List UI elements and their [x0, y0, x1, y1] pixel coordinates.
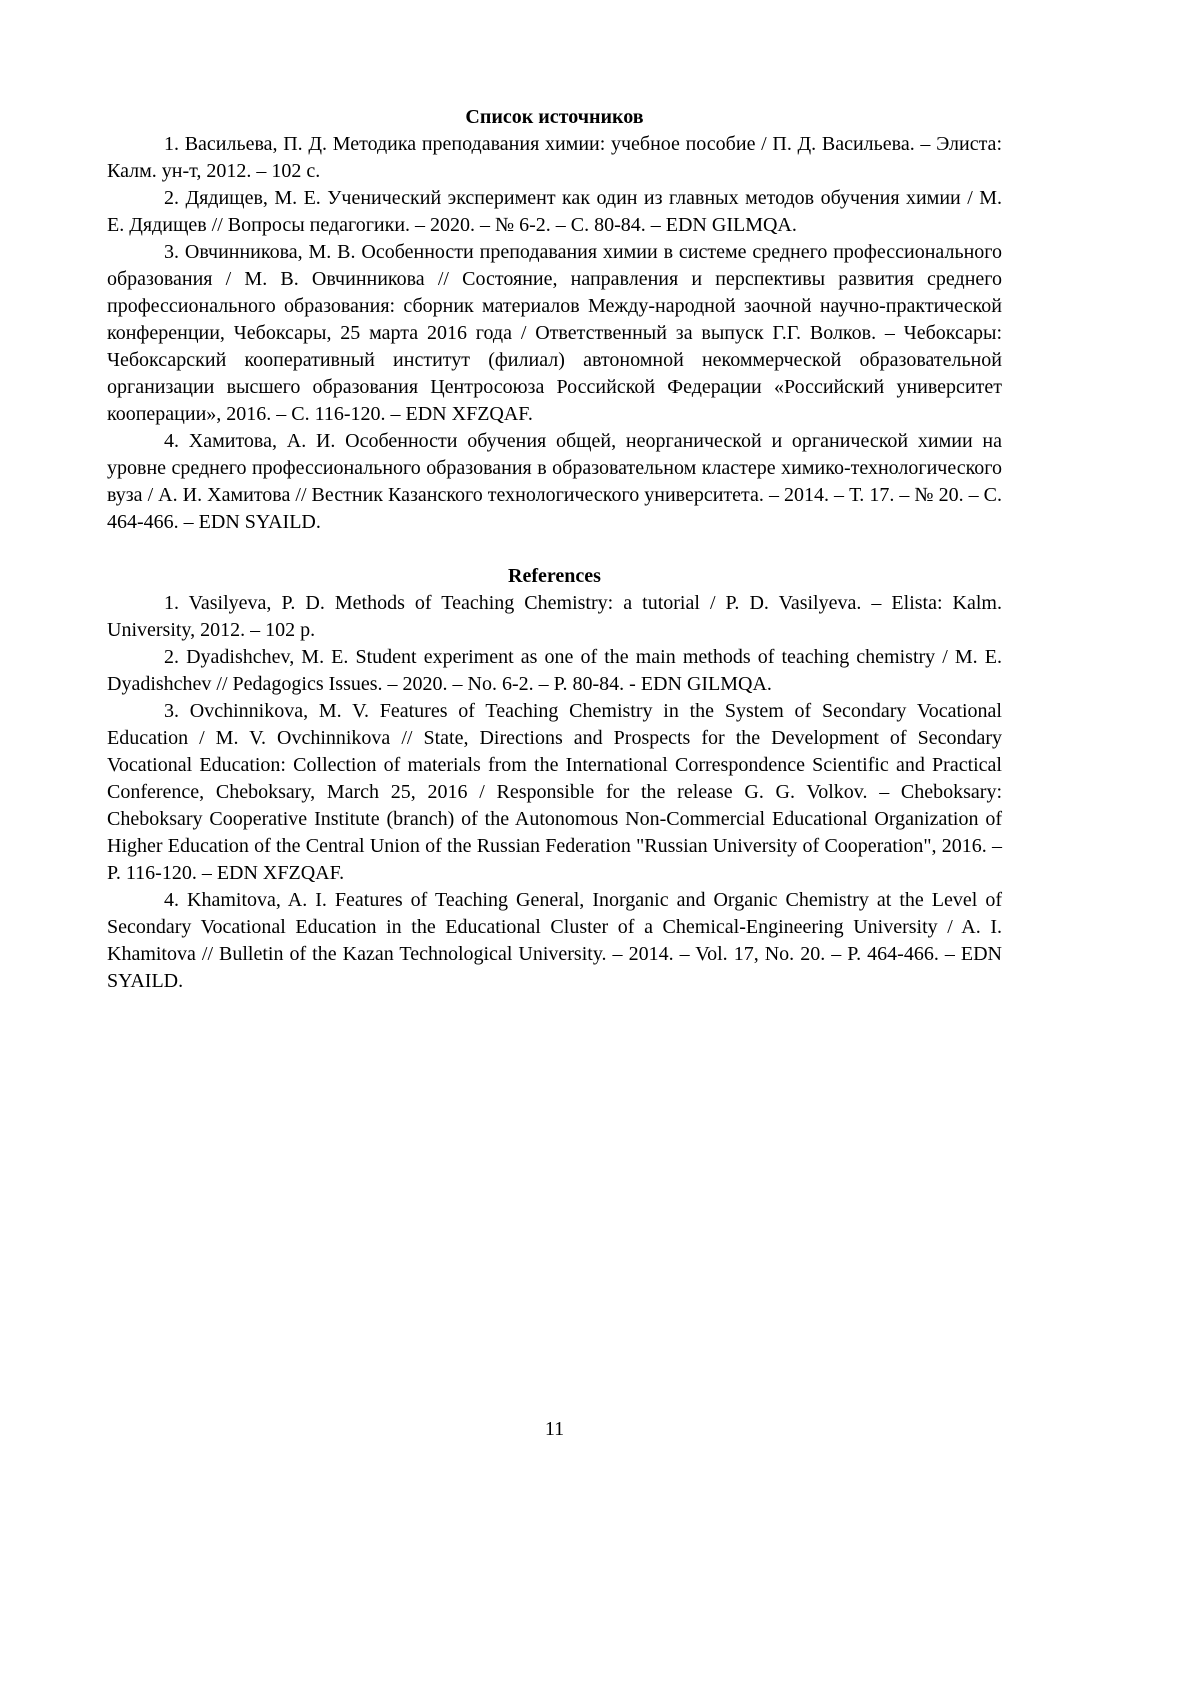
- english-references-heading: References: [508, 565, 601, 587]
- reference-item-en-2: 2. Dyadishchev, M. E. Student experiment as one of the main methods of teaching chemistry / M. E. Dyadishchev // Pedagogics Issues. – 2020. – No. 6-2. – P. 80-84. - EDN GILMQA.: [107, 646, 1002, 695]
- page-number: 11: [544, 1418, 565, 1440]
- reference-item-ru-1: 1. Васильева, П. Д. Методика преподавания химии: учебное пособие / П. Д. Васильева. – Элиста: Калм. ун-т, 2012. – 102 с.: [107, 133, 1002, 182]
- section-russian-sources: [107, 104, 1002, 536]
- reference-item-en-1: 1. Vasilyeva, P. D. Methods of Teaching Chemistry: a tutorial / P. D. Vasilyeva. – Elista: Kalm. University, 2012. – 102 p.: [107, 592, 1002, 641]
- russian-sources-heading: Список источников: [465, 106, 644, 128]
- reference-item-ru-3: 3. Овчинникова, М. В. Особенности преподавания химии в системе среднего профессионального образования / М. В. Овчинникова // Состояние, направления и перспективы развития среднего профессионального образования: сборник материалов Между-народной заочной научно-практической конференции, Чебоксары, 25 марта 2016 года / Ответственный за выпуск Г.Г. Волков. – Чебоксары: Чебоксарский кооперативный институт (филиал) автономной некоммерческой образовательной организации высшего образования Центросоюза Российской Федерации «Российский университет кооперации», 2016. – С. 116-120. – EDN XFZQAF.: [107, 241, 1002, 425]
- reference-item-ru-2: 2. Дядищев, М. Е. Ученический эксперимент как один из главных методов обучения химии / М. Е. Дядищев // Вопросы педагогики. – 2020. – № 6-2. – С. 80-84. – EDN GILMQA.: [107, 187, 1002, 236]
- reference-item-en-4: 4. Khamitova, A. I. Features of Teaching General, Inorganic and Organic Chemistry at the Level of Secondary Vocational Education in the Educational Cluster of a Chemical-Engineering University / A. I. Khamitova // Bulletin of the Kazan Technological University. – 2014. – Vol. 17, No. 20. – P. 464-466. – EDN SYAILD.: [107, 889, 1002, 992]
- reference-item-en-3: 3. Ovchinnikova, M. V. Features of Teaching Chemistry in the System of Secondary Vocational Education / M. V. Ovchinnikova // State, Directions and Prospects for the Development of Secondary Vocational Education: Collection of materials from the International Correspondence Scientific and Practical Conference, Cheboksary, March 25, 2016 / Responsible for the release G. G. Volkov. – Cheboksary: Cheboksary Cooperative Institute (branch) of the Autonomous Non-Commercial Educational Organization of Higher Education of the Central Union of the Russian Federation "Russian University of Cooperation", 2016. – P. 116-120. – EDN XFZQAF.: [107, 700, 1002, 884]
- reference-item-ru-4: 4. Хамитова, А. И. Особенности обучения общей, неорганической и органической химии на уровне среднего профессионального образования в образовательном кластере химико-технологического вуза / А. И. Хамитова // Вестник Казанского технологического университета. – 2014. – Т. 17. – № 20. – С. 464-466. – EDN SYAILD.: [107, 430, 1002, 533]
- section-english-references: [107, 563, 1002, 995]
